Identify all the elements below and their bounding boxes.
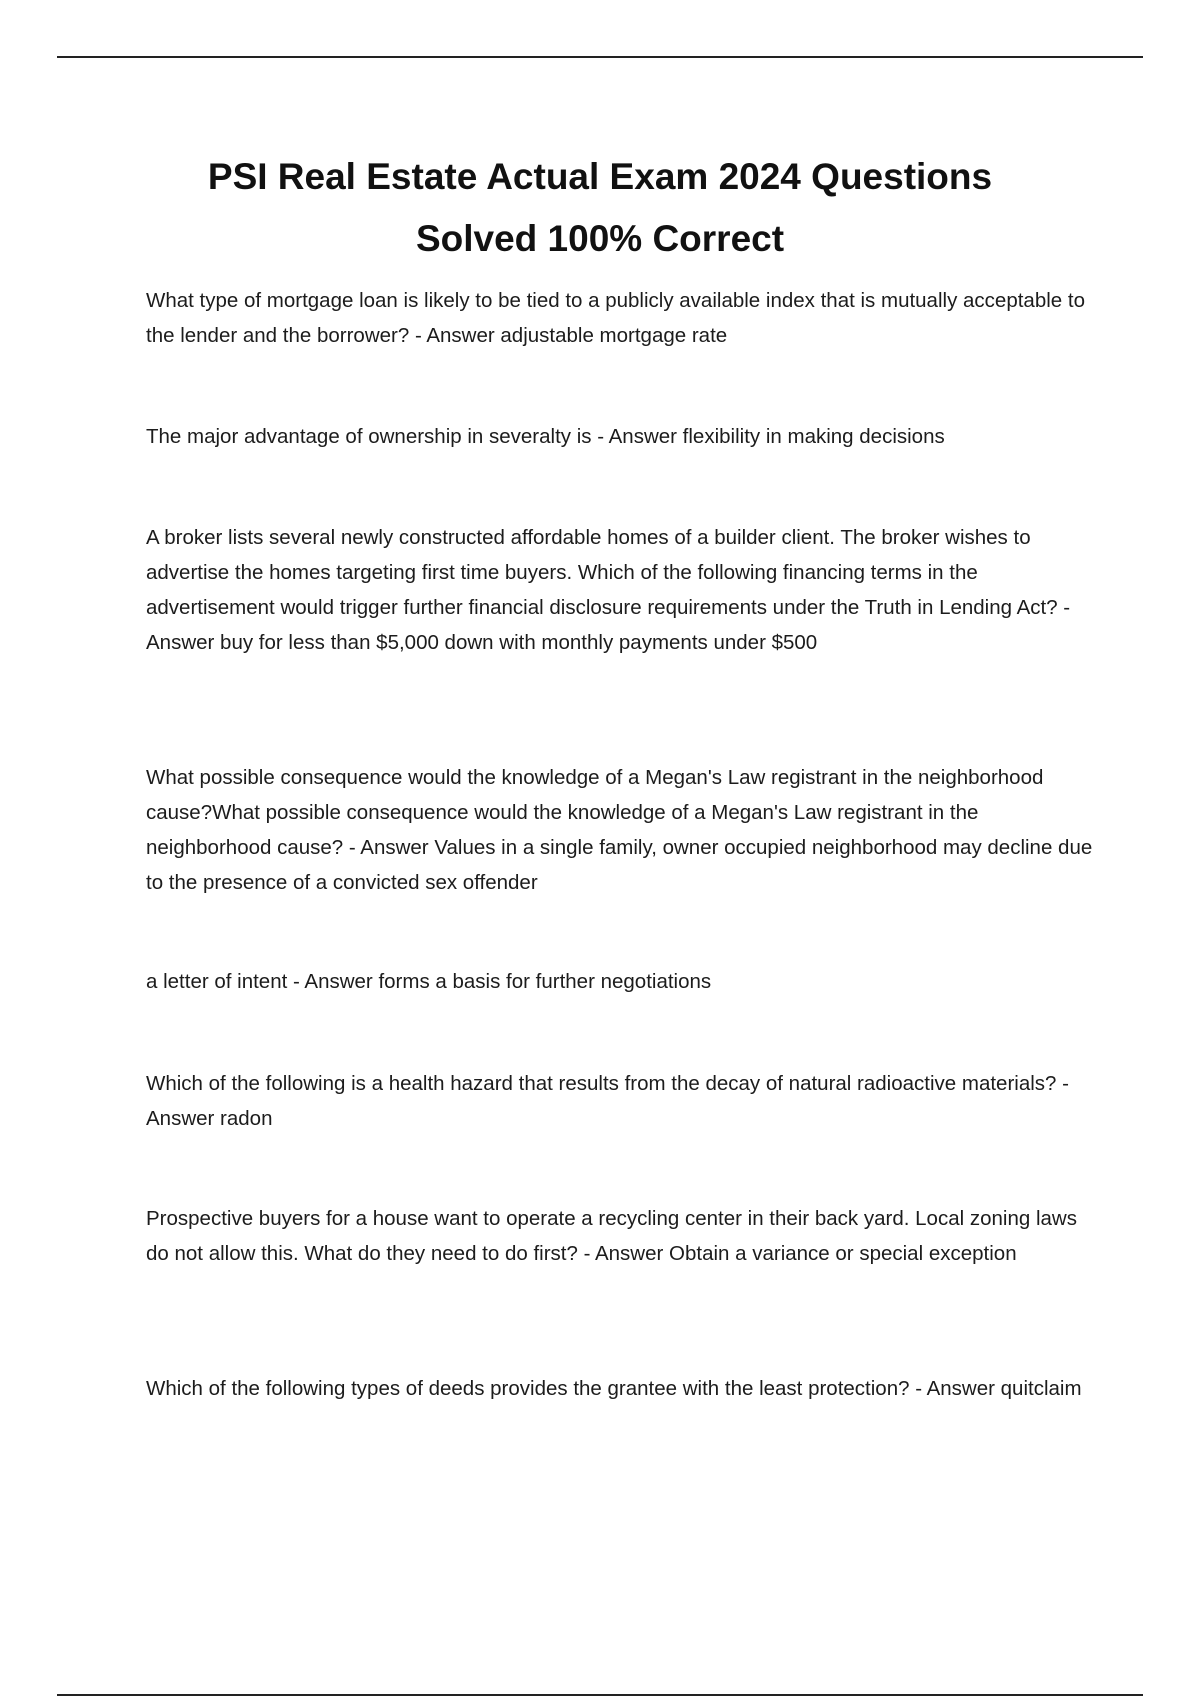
qa-entry-4: What possible consequence would the knowledge of a Megan's Law registrant in the neighborhood cause?What possible consequence would the knowledge of a Megan's Law registrant in the neighborhood cause? - Answer Values in a single family, owner occupied neighborhood may decline due to the presence of a convicted sex offender [146,766,1093,894]
qa-entry-7: Prospective buyers for a house want to operate a recycling center in their back yard. Local zoning laws do not allow this. What do they need to do first? - Answer Obtain a variance or special exception [146,1207,1077,1265]
title-line-2: Solved 100% Correct [415,218,785,259]
document-title [100,146,1100,270]
qa-entry-3: A broker lists several newly constructed affordable homes of a builder client. The broker wishes to advertise the homes targeting first time buyers. Which of the following financing terms in the advertisement would trigger further financial disclosure requirements under the Truth in Lending Act? - Answer buy for less than $5,000 down with monthly payments under $500 [146,526,1071,654]
qa-entry-5: a letter of intent - Answer forms a basis for further negotiations [146,970,712,993]
top-rule [57,56,1143,58]
title-line-1: PSI Real Estate Actual Exam 2024 Questions [207,156,993,197]
bottom-rule [57,1694,1143,1696]
qa-entry-2: The major advantage of ownership in severalty is - Answer flexibility in making decisions [146,425,945,448]
qa-entry-1: What type of mortgage loan is likely to be tied to a publicly available index that is mutually acceptable to the lender and the borrower? - Answer adjustable mortgage rate [146,289,1085,347]
qa-entry-6: Which of the following is a health hazard that results from the decay of natural radioactive materials? - Answer radon [146,1072,1069,1130]
qa-entry-8: Which of the following types of deeds provides the grantee with the least protection? - Answer quitclaim [146,1377,1082,1400]
